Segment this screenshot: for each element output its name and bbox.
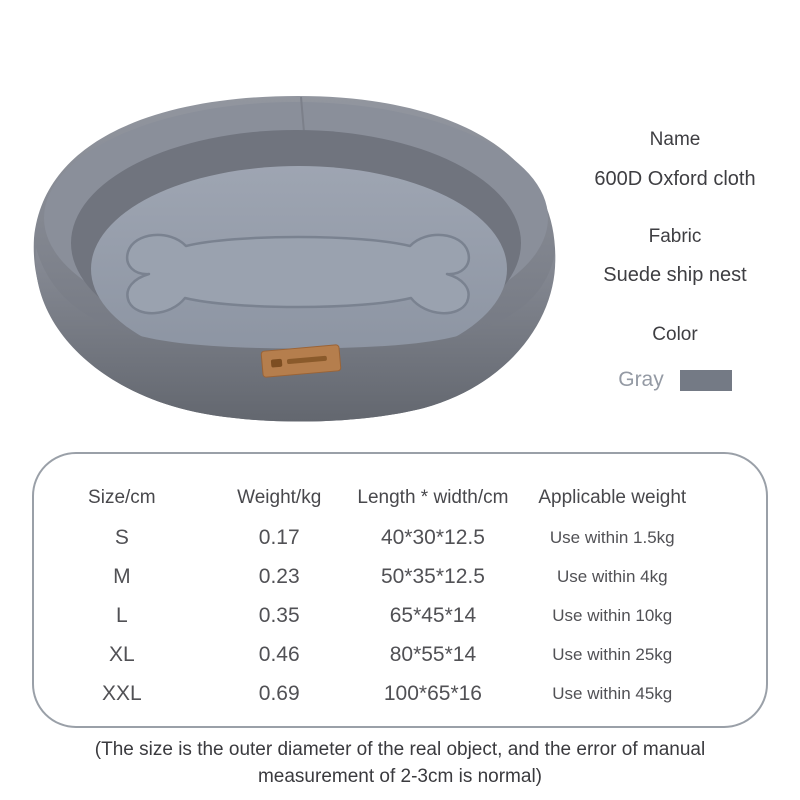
dimensions-cell: 40*30*12.5 [380,525,485,549]
dimensions-cell: 65*45*14 [389,603,477,627]
color-swatch [680,370,732,391]
weight-cell: 0.23 [258,564,300,588]
spec-name-value: 600D Oxford cloth [594,168,756,190]
header-applicable: Applicable weight [538,487,687,508]
applicable-cell: Use within 1.5kg [549,527,675,547]
table-row [34,674,766,713]
size-cell: L [115,603,128,627]
dimensions-cell: 50*35*12.5 [380,564,485,588]
size-table-header-row [34,478,766,518]
table-row [34,635,766,674]
weight-cell: 0.17 [258,525,300,549]
applicable-cell: Use within 10kg [552,605,673,625]
size-cell: XL [108,642,135,666]
size-cell: M [113,564,131,588]
product-photo [18,86,570,438]
applicable-cell: Use within 4kg [556,566,668,586]
spec-list [558,120,792,391]
header-dimensions: Length * width/cm [357,487,509,508]
size-cell: XXL [101,681,142,705]
applicable-cell: Use within 45kg [552,683,673,703]
spec-color-value: Gray [618,368,664,391]
applicable-cell: Use within 25kg [552,644,673,664]
measurement-footnote: (The size is the outer diameter of the real object, and the error of manual measurement of 2-3cm is normal) [94,739,706,787]
header-size: Size/cm [88,487,156,508]
weight-cell: 0.46 [258,642,300,666]
header-weight: Weight/kg [237,487,322,508]
table-row [34,518,766,557]
table-row [34,557,766,596]
bone-stitch-icon [127,235,469,313]
size-table [32,452,768,728]
spec-fabric-label: Fabric [648,226,702,247]
dimensions-cell: 80*55*14 [389,642,477,666]
spec-name-label: Name [649,129,701,150]
spec-color-row [558,369,792,391]
spec-fabric-value: Suede ship nest [603,264,747,286]
weight-cell: 0.69 [258,681,300,705]
spec-color-label: Color [652,324,698,345]
size-cell: S [114,525,129,549]
weight-cell: 0.35 [258,603,300,627]
pet-bed-illustration [18,86,570,438]
dimensions-cell: 100*65*16 [383,681,482,705]
table-row [34,596,766,635]
